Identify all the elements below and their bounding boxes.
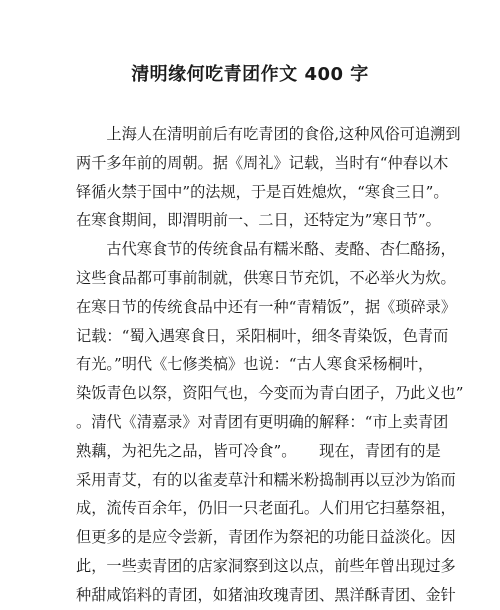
- article-title: 清明缘何吃青团作文 400 字: [131, 64, 369, 85]
- body-line: 染饭青色以祭，资阳气也，今变而为青白团子，乃此义也”: [76, 384, 464, 403]
- body-line: 。清代《清嘉录》对青团有更明确的解释：“市上卖青团: [76, 412, 449, 431]
- body-line: 记载：“蜀入遇寒食日，采阳桐叶，细冬青染饭，色青而: [76, 326, 449, 345]
- body-line: 在寒食期间，即渭明前一、二日，还特定为”寒日节”。: [76, 211, 441, 230]
- body-line: 上海人在清明前后有吃青团的食俗,这种风俗可追溯到: [76, 125, 461, 143]
- body-line: 此，一些卖青团的店家洞察到这以点，前些年曾出现过多: [76, 556, 456, 575]
- body-line: 成，流传百余年，仍旧一只老面孔。人们用它扫墓祭祖，: [76, 499, 456, 518]
- body-line: 熟藕，为祀先之品，皆可冷食”。 现在，青团有的是: [76, 441, 441, 460]
- body-line: 两千多年前的周朝。据《周礼》记载，当时有“仲春以木: [76, 153, 449, 172]
- article-body: [76, 120, 464, 610]
- body-line: 种甜咸馅料的青团，如猪油玫瑰青团、黑洋酥青团、金针: [76, 585, 456, 604]
- body-line: 但更多的是应令尝新，青团作为祭祀的功能日益淡化。因: [76, 528, 456, 547]
- body-line: 有光。”明代《七修类槁》也说：“古人寒食采杨桐叶，: [76, 355, 434, 374]
- body-line: 在寒日节的传统食品中还有一种“青精饭”，据《琐碎录》: [76, 297, 457, 316]
- body-line: 铎循火禁于国中”的法规，于是百姓熄炊，“寒食三日”。: [76, 182, 449, 201]
- body-line: 采用青艾，有的以雀麦草汁和糯米粉捣制再以豆沙为馅而: [76, 470, 456, 489]
- body-line: 古代寒食节的传统食品有糯米酪、麦酪、杏仁酪扬，: [76, 240, 456, 259]
- body-line: 这些食品都可事前制就，供寒日节充饥，不必举火为炊。: [76, 268, 456, 287]
